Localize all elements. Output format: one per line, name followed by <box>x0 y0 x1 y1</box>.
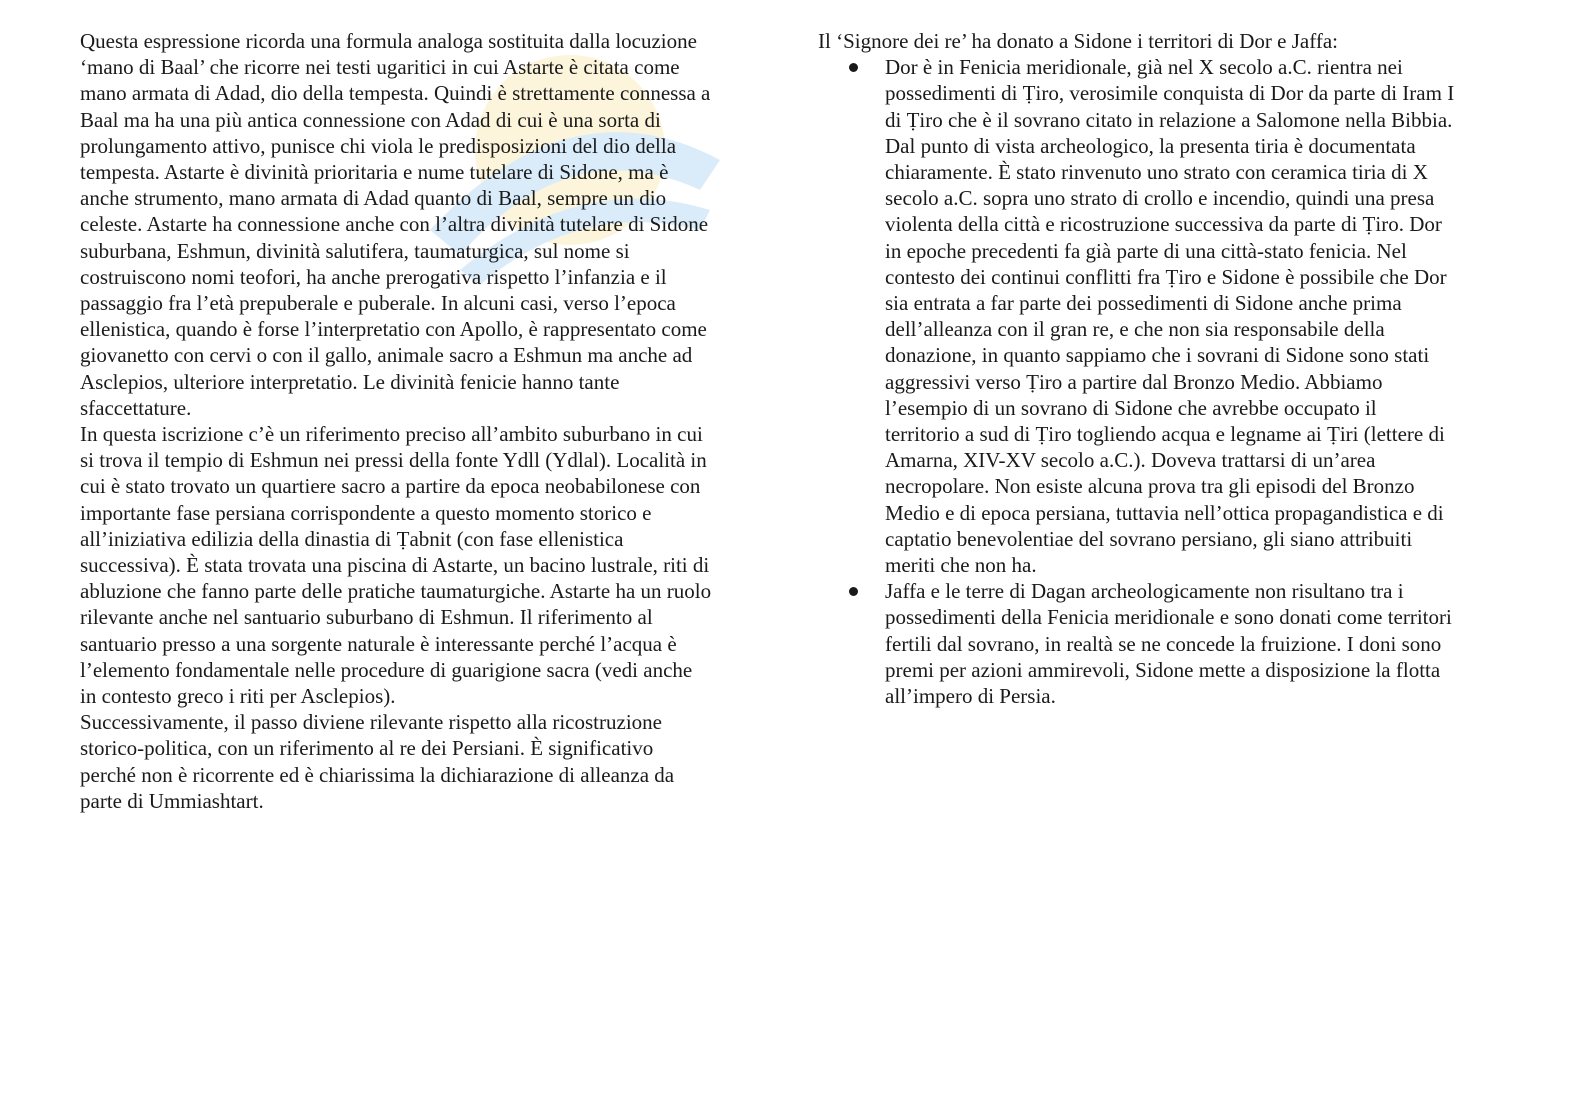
text-line: all’impero di Persia. <box>885 684 1056 709</box>
text-line: importante fase persiana corrispondente a questo momento storico e <box>80 500 652 525</box>
text-line: all’iniziativa edilizia della dinastia di Ṭabnit (con fase ellenistica <box>80 526 624 551</box>
text-line: fertili dal sovrano, in realtà se ne concede la fruizione. I doni sono <box>885 631 1442 656</box>
text-line: l’elemento fondamentale nelle procedure di guarigione sacra (vedi anche <box>80 657 693 682</box>
text-line: successiva). È stata trovata una piscina di Astarte, un bacino lustrale, riti di <box>80 553 710 578</box>
text-line: meriti che non ha. <box>885 553 1037 578</box>
text-line: abluzione che fanno parte delle pratiche taumaturgiche. Astarte ha un ruolo <box>80 579 712 604</box>
text-line: storico-politica, con un riferimento al re dei Persiani. È significativo <box>80 736 654 761</box>
text-line: chiaramente. È stato rinvenuto uno strato con ceramica tiria di X <box>885 160 1428 185</box>
text-line: sfaccettature. <box>80 395 192 420</box>
text-line: santuario presso a una sorgente naturale è interessante perché l’acqua è <box>80 631 677 656</box>
text-line: Medio e di epoca persiana, tuttavia nell’ottica propagandistica e di <box>885 500 1444 525</box>
text-line: necropolare. Non esiste alcuna prova tra gli episodi del Bronzo <box>885 474 1415 499</box>
text-line: anche strumento, mano armata di Adad quanto di Baal, sempre un dio <box>80 186 667 211</box>
bullet-list <box>818 54 1518 709</box>
text-line: prolungamento attivo, punisce chi viola le predisposizioni del dio della <box>80 133 677 158</box>
text-line: Baal ma ha una più antica connessione con Adad di cui è una sorta di <box>80 107 661 132</box>
text-line: Amarna, XIV-XV secolo a.C.). Doveva trattarsi di un’area <box>885 448 1376 473</box>
text-line: tempesta. Astarte è divinità prioritaria e nume tutelare di Sidone, ma è <box>80 160 669 185</box>
text-line: possedimenti di Ṭiro, verosimile conquista di Dor da parte di Iram I <box>885 81 1455 106</box>
text-line: donazione, in quanto sappiamo che i sovrani di Sidone sono stati <box>885 343 1430 368</box>
text-line: Il ‘Signore dei re’ ha donato a Sidone i territori di Dor e Jaffa: <box>818 29 1338 53</box>
text-line: Questa espressione ricorda una formula analoga sostituita dalla locuzione <box>80 29 697 53</box>
text-line: dell’alleanza con il gran re, e che non sia responsabile della <box>885 317 1385 342</box>
paragraph-eshmun-temple <box>80 421 770 709</box>
text-line: secolo a.C. sopra uno strato di crollo e incendio, quindi una presa <box>885 186 1435 211</box>
text-line: suburbana, Eshmun, divinità salutifera, taumaturgica, sul nome si <box>80 238 630 263</box>
list-item-dor <box>818 54 1518 578</box>
text-line: Dal punto di vista archeologico, la presenta tiria è documentata <box>885 133 1416 158</box>
text-line: l’esempio di un sovrano di Sidone che avrebbe occupato il <box>885 395 1377 420</box>
text-line: costruiscono nomi teofori, ha anche prerogativa rispetto l’infanzia e il <box>80 264 667 289</box>
text-line: aggressivi verso Ṭiro a partire dal Bronzo Medio. Abbiamo <box>885 369 1383 394</box>
text-line: celeste. Astarte ha connessione anche con l’altra divinità tutelare di Sidone <box>80 212 709 237</box>
paragraph-political-reconstruction <box>80 709 770 814</box>
intro-paragraph <box>818 28 1518 54</box>
text-line: passaggio fra l’età prepuberale e puberale. In alcuni casi, verso l’epoca <box>80 291 676 316</box>
text-line: Successivamente, il passo diviene rilevante rispetto alla ricostruzione <box>80 710 662 735</box>
text-line: violenta della città e ricostruzione successiva da parte di Ṭiro. Dor <box>885 212 1442 237</box>
text-line: captatio benevolentiae del sovrano persiano, gli siano attribuiti <box>885 526 1413 551</box>
text-line: parte di Ummiashtart. <box>80 788 264 813</box>
bullet-icon <box>849 587 858 596</box>
text-line: cui è stato trovato un quartiere sacro a partire da epoca neobabilonese con <box>80 474 701 499</box>
text-line: premi per azioni ammirevoli, Sidone mette a disposizione la flotta <box>885 657 1441 682</box>
list-item-jaffa <box>818 578 1518 709</box>
text-line: giovanetto con cervi o con il gallo, animale sacro a Eshmun ma anche ad <box>80 343 693 368</box>
text-line: sia entrata a far parte dei possedimenti di Sidone anche prima <box>885 291 1402 316</box>
text-line: Asclepios, ulteriore interpretatio. Le divinità fenicie hanno tante <box>80 369 620 394</box>
text-line: mano armata di Adad, dio della tempesta. Quindi è strettamente connessa a <box>80 81 711 106</box>
list-item-text <box>885 578 1518 709</box>
text-line: ‘mano di Baal’ che ricorre nei testi ugaritici in cui Astarte è citata come <box>80 55 680 80</box>
text-line: contesto dei continui conflitti fra Ṭiro e Sidone è possibile che Dor <box>885 264 1447 289</box>
text-line: rilevante anche nel santuario suburbano di Eshmun. Il riferimento al <box>80 605 653 630</box>
paragraph-astarte-baal <box>80 28 770 421</box>
text-line: In questa iscrizione c’è un riferimento preciso all’ambito suburbano in cui <box>80 422 703 447</box>
text-line: territorio a sud di Ṭiro togliendo acqua e legname ai Ṭiri (lettere di <box>885 422 1445 447</box>
bullet-icon <box>849 63 858 72</box>
text-line: si trova il tempio di Eshmun nei pressi della fonte Ydll (Ydlal). Località in <box>80 448 707 473</box>
text-line: ellenistica, quando è forse l’interpretatio con Apollo, è rappresentato come <box>80 317 707 342</box>
text-line: Jaffa e le terre di Dagan archeologicamente non risultano tra i <box>885 579 1404 604</box>
left-text-column <box>80 28 770 814</box>
text-line: Dor è in Fenicia meridionale, già nel X secolo a.C. rientra nei <box>885 55 1403 80</box>
text-line: in contesto greco i riti per Asclepios). <box>80 684 396 709</box>
text-line: in epoche precedenti fa già parte di una città-stato fenicia. Nel <box>885 238 1407 263</box>
right-text-column <box>818 28 1518 709</box>
list-item-text <box>885 54 1518 578</box>
text-line: possedimenti della Fenicia meridionale e sono donati come territori <box>885 605 1452 630</box>
text-line: di Ṭiro che è il sovrano citato in relazione a Salomone nella Bibbia. <box>885 107 1453 132</box>
text-line: perché non è ricorrente ed è chiarissima la dichiarazione di alleanza da <box>80 762 675 787</box>
